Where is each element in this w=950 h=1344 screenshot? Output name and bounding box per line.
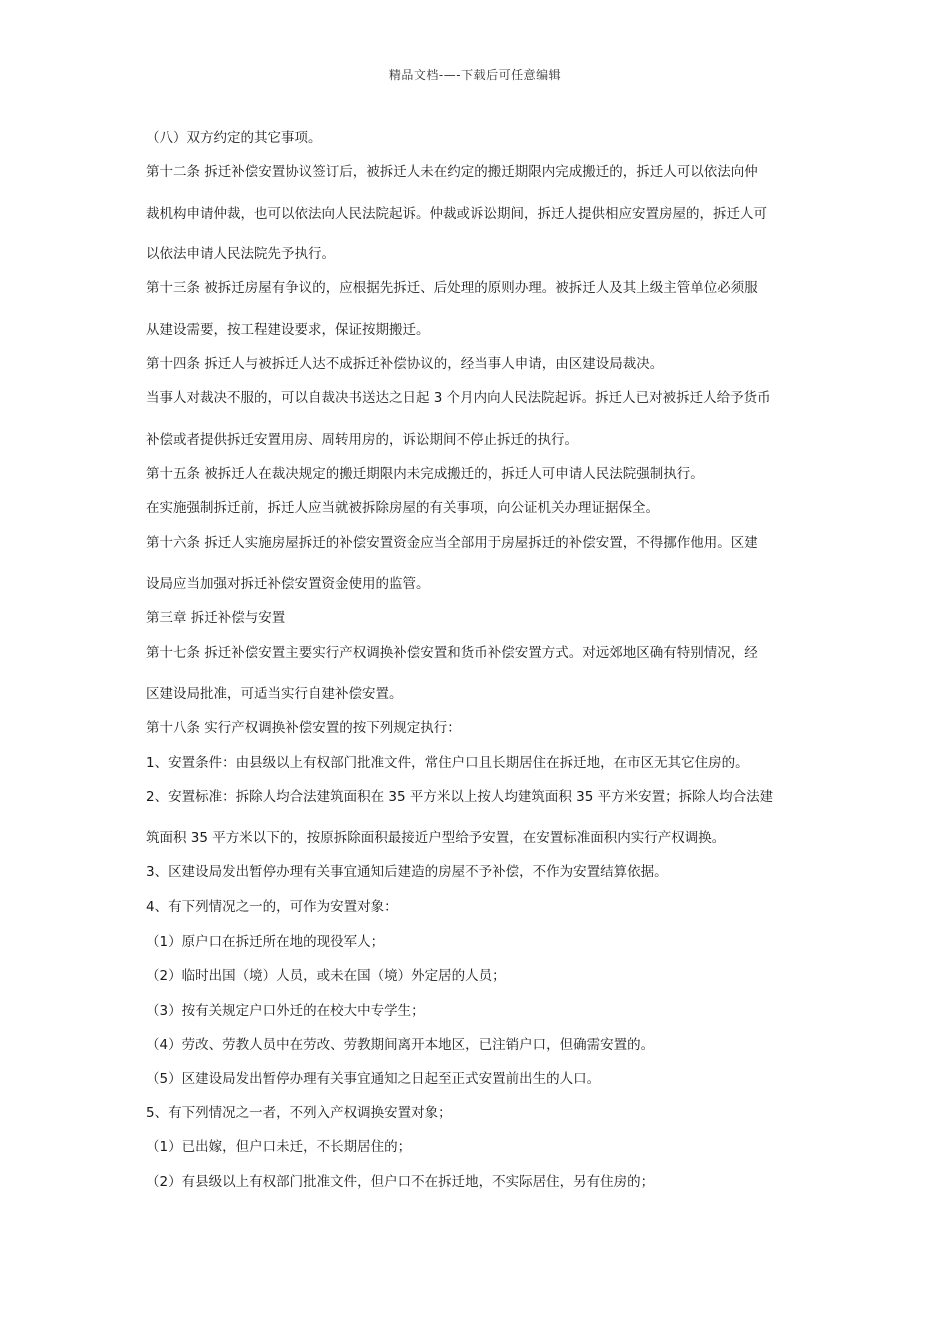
text-line: （1）原户口在拆迁所在地的现役军人； bbox=[146, 934, 385, 950]
text-line: （2）临时出国（境）人员，或未在国（境）外定居的人员； bbox=[146, 968, 506, 984]
text-line: 2、安置标准：拆除人均合法建筑面积在 35 平方米以上按人均建筑面积 35 平方米安置；拆除人均合法建 bbox=[146, 789, 774, 805]
text-line: 第十六条 拆迁人实施房屋拆迁的补偿安置资金应当全部用于房屋拆迁的补偿安置，不得挪作他用。区建 bbox=[146, 535, 758, 551]
text-line: 3、区建设局发出暂停办理有关事宜通知后建造的房屋不予补偿，不作为安置结算依据。 bbox=[146, 864, 668, 880]
text-line: 第十四条 拆迁人与被拆迁人达不成拆迁补偿协议的，经当事人申请，由区建设局裁决。 bbox=[146, 356, 664, 372]
text-line: （5）区建设局发出暂停办理有关事宜通知之日起至正式安置前出生的人口。 bbox=[146, 1071, 601, 1087]
text-line: 从建设需要，按工程建设要求，保证按期搬迁。 bbox=[146, 322, 430, 338]
text-line: （4）劳改、劳教人员中在劳改、劳教期间离开本地区，已注销户口，但确需安置的。 bbox=[146, 1037, 655, 1053]
text-line: 筑面积 35 平方米以下的，按原拆除面积最接近户型给予安置，在安置标准面积内实行产权调换。 bbox=[146, 830, 726, 846]
text-line: 补偿或者提供拆迁安置用房、周转用房的，诉讼期间不停止拆迁的执行。 bbox=[146, 432, 578, 448]
text-line: （八）双方约定的其它事项。 bbox=[146, 130, 322, 146]
page-header: 精品文档-—-下载后可任意编辑 bbox=[388, 68, 562, 82]
text-line: 当事人对裁决不服的，可以自裁决书送达之日起 3 个月内向人民法院起诉。拆迁人已对被拆迁人给予货币 bbox=[146, 390, 771, 406]
text-line: 在实施强制拆迁前，拆迁人应当就被拆除房屋的有关事项，向公证机关办理证据保全。 bbox=[146, 500, 659, 516]
text-line: 区建设局批准，可适当实行自建补偿安置。 bbox=[146, 686, 403, 702]
text-line: 第十三条 被拆迁房屋有争议的，应根据先拆迁、后处理的原则办理。被拆迁人及其上级主管单位必须服 bbox=[146, 280, 758, 296]
text-line: 第十八条 实行产权调换补偿安置的按下列规定执行： bbox=[146, 720, 461, 736]
text-line: 第十二条 拆迁补偿安置协议签订后，被拆迁人未在约定的搬迁期限内完成搬迁的，拆迁人可以依法向仲 bbox=[146, 164, 758, 180]
text-line: 第十五条 被拆迁人在裁决规定的搬迁期限内未完成搬迁的，拆迁人可申请人民法院强制执行。 bbox=[146, 466, 704, 482]
text-line: （1）已出嫁，但户口未迁，不长期居住的； bbox=[146, 1139, 412, 1155]
text-line: （3）按有关规定户口外迁的在校大中专学生； bbox=[146, 1003, 425, 1019]
text-line: 以依法申请人民法院先予执行。 bbox=[146, 246, 335, 262]
text-line: （2）有县级以上有权部门批准文件，但户口不在拆迁地，不实际居住，另有住房的； bbox=[146, 1174, 655, 1190]
text-line: 第十七条 拆迁补偿安置主要实行产权调换补偿安置和货币补偿安置方式。对远郊地区确有特别情况，经 bbox=[146, 645, 758, 661]
text-line: 裁机构申请仲裁，也可以依法向人民法院起诉。仲裁或诉讼期间，拆迁人提供相应安置房屋的，拆迁人可 bbox=[146, 206, 767, 222]
text-line: 5、有下列情况之一者，不列入产权调换安置对象； bbox=[146, 1105, 452, 1121]
text-line: 1、安置条件：由县级以上有权部门批准文件，常住户口且长期居住在拆迁地，在市区无其它住房的。 bbox=[146, 755, 749, 771]
text-line: 4、有下列情况之一的，可作为安置对象： bbox=[146, 899, 398, 915]
chapter-heading: 第三章 拆迁补偿与安置 bbox=[146, 610, 286, 626]
text-line: 设局应当加强对拆迁补偿安置资金使用的监管。 bbox=[146, 576, 430, 592]
